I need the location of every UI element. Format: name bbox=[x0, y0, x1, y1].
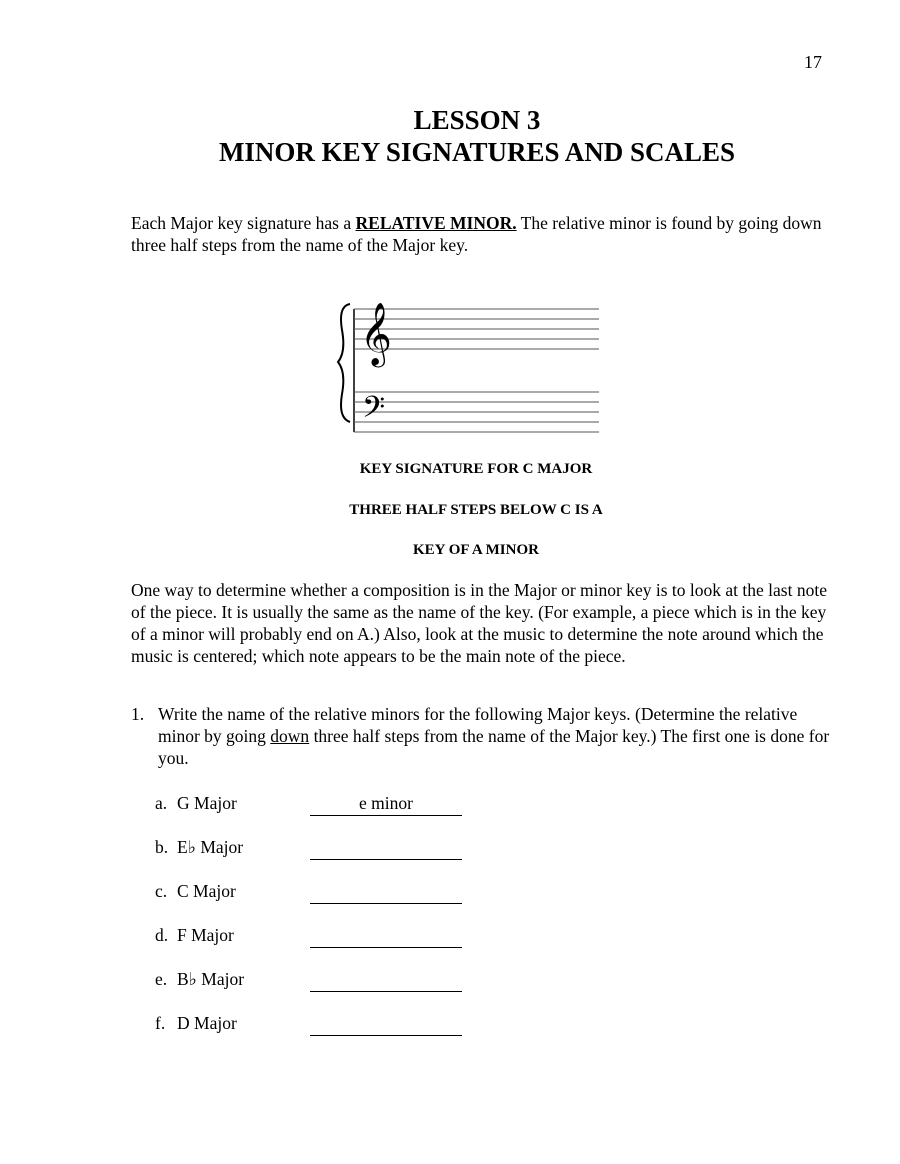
bass-staff-lines bbox=[354, 392, 599, 432]
relative-minor-term: RELATIVE MINOR. bbox=[355, 213, 517, 233]
item-letter: c. bbox=[155, 881, 168, 901]
caption-three-half-steps: THREE HALF STEPS BELOW C IS A bbox=[349, 502, 603, 518]
question-text-end: three half steps from the name of the Major key.) The first one is done for you. bbox=[158, 726, 830, 768]
list-item bbox=[155, 1013, 475, 1039]
grand-staff bbox=[336, 290, 606, 440]
question-text-down: down bbox=[270, 726, 310, 746]
list-item bbox=[155, 925, 475, 951]
brace bbox=[338, 304, 350, 422]
intro-text-end: The relative minor is found by going down three half steps from the name of the Major key. bbox=[131, 213, 822, 255]
item-letter: b. bbox=[155, 837, 169, 857]
item-key: C Major bbox=[177, 881, 236, 901]
question-number: 1. bbox=[131, 704, 145, 724]
page-number: 17 bbox=[804, 52, 822, 72]
item-key: G Major bbox=[177, 793, 237, 813]
answer-field[interactable] bbox=[310, 1013, 462, 1036]
caption-key-signature: KEY SIGNATURE FOR C MAJOR bbox=[359, 461, 593, 477]
list-item bbox=[155, 793, 475, 819]
lesson-number: LESSON 3 bbox=[413, 105, 541, 135]
caption-key-of-a-minor: KEY OF A MINOR bbox=[413, 542, 539, 558]
item-letter: d. bbox=[155, 925, 169, 945]
list-item bbox=[155, 969, 475, 995]
answer-field[interactable]: e minor bbox=[310, 793, 462, 816]
item-letter: e. bbox=[155, 969, 168, 989]
item-letter: f. bbox=[155, 1013, 166, 1033]
answer-field[interactable] bbox=[310, 925, 462, 948]
page-title bbox=[0, 104, 900, 168]
bass-clef-icon: 𝄢 bbox=[362, 391, 386, 432]
answer-field[interactable] bbox=[310, 881, 462, 904]
question-1 bbox=[131, 703, 831, 769]
item-key: F Major bbox=[177, 925, 234, 945]
item-letter: a. bbox=[155, 793, 168, 813]
body-paragraph: One way to determine whether a composition is in the Major or minor key is to look at the last note of the piece. It is usually the same as the name of the key. (For example, a piece which is in the key of a minor will probably end on A.) Also, look at the music to determine the note around which the music is centered; which note appears to be the main note of the piece. bbox=[131, 580, 827, 666]
lesson-title: MINOR KEY SIGNATURES AND SCALES bbox=[218, 137, 736, 167]
item-key: D Major bbox=[177, 1013, 237, 1033]
intro-paragraph bbox=[131, 212, 831, 256]
question-text-start: Write the name of the relative minors for the following Major keys. (Determine the relative minor by going bbox=[158, 704, 798, 746]
answer-field[interactable] bbox=[310, 837, 462, 860]
list-item bbox=[155, 881, 475, 907]
item-key: B♭ Major bbox=[177, 969, 245, 989]
list-item bbox=[155, 837, 475, 863]
intro-text-start: Each Major key signature has a bbox=[131, 213, 356, 233]
answer-field[interactable] bbox=[310, 969, 462, 992]
question-text bbox=[158, 703, 831, 769]
treble-clef-icon: 𝄞 bbox=[360, 302, 392, 365]
item-key: E♭ Major bbox=[177, 837, 244, 857]
